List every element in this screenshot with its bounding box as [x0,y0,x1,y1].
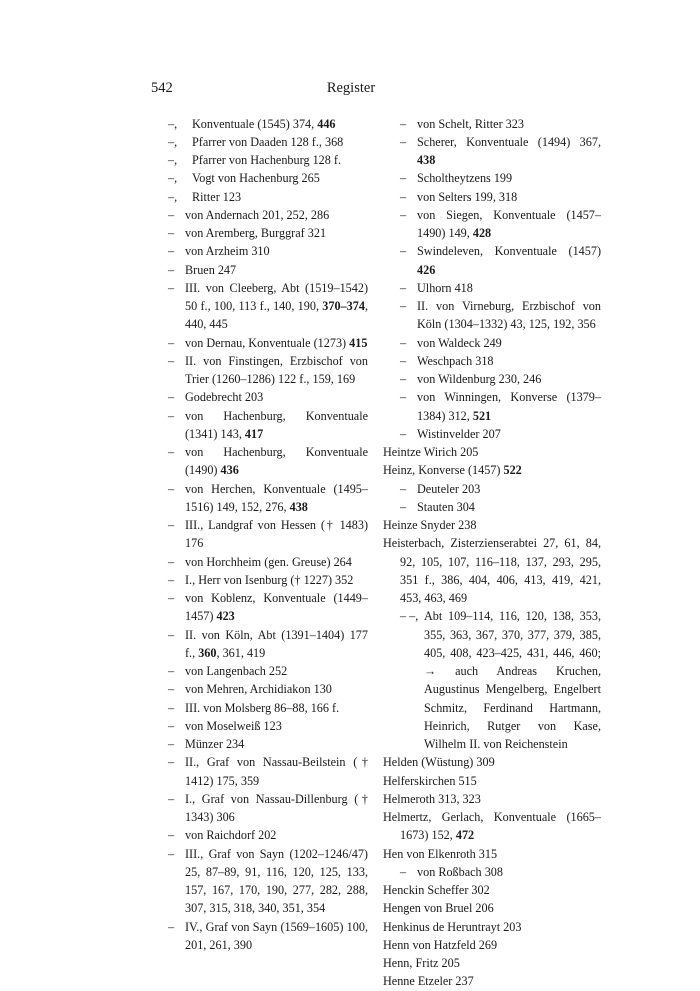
entry-dash: – [168,700,175,715]
index-entry: Helmertz, Gerlach, Konventuale (1665–1673) 152, 472 [383,810,601,843]
index-subentry: – III., Landgraf von Hessen († 1483) 176 [168,518,368,551]
page-number: 542 [151,80,173,96]
index-subentry: – –, Abt 109–114, 116, 120, 138, 353, 355, 363, 367, 370, 377, 379, 385, 405, 408, 423–425, 431, 446, 460; → auch Andreas Kruchen, Augustinus Mengelberg, Engelbert Schmitz, Ferdinand Hartmann, Heinrich, Rutger von Kase, Wilhelm II. von Reichenstein [400,609,601,751]
index-subentry: –, Pfarrer von Hachenburg 128 f. [151,151,368,169]
index-subentry: – von Mehren, Archidiakon 130 [151,680,368,698]
entry-dash: – [168,828,175,843]
entry-dash: – [400,372,407,386]
page-reference-bold: 415 [349,335,368,350]
index-entry: Heintze Wirich 205 [383,445,479,459]
index-subentry: – von Koblenz, Konventuale (1449–1457) 423 [168,591,368,624]
index-subentry: – IV., Graf von Sayn (1569–1605) 100, 201, 261, 390 [168,919,368,952]
entry-dash: – [168,445,175,459]
index-subentry: – Ulhorn 418 [383,279,601,297]
index-subentry: – Deuteler 203 [383,480,601,498]
index-subentry: – Bruen 247 [151,261,368,279]
index-entry: Henckin Scheffer 302 [383,883,490,897]
index-subentry: – von Horchheim (gen. Greuse) 264 [151,553,368,571]
entry-dash: – [168,791,175,806]
entry-dash: – –, [400,609,419,624]
entry-dash: – [168,664,175,678]
index-subentry: – I., Graf von Nassau-Dillenburg († 1343) 306 [168,791,368,824]
index-subentry: – Swindeleven, Konventuale (1457) 426 [400,244,601,277]
entry-dash: – [400,353,407,368]
page-reference-bold: 436 [220,463,239,478]
entry-dash: – [400,244,407,259]
page-reference-bold: 426 [417,262,436,277]
index-entry: Heisterbach, Zisterzienserabtei 27, 61, 84, 92, 105, 107, 116–118, 137, 293, 295, 351 f., 386, 404, 406, 413, 419, 421, 453, 463, 469 [383,536,601,605]
index-subentry: – Weschpach 318 [383,352,601,370]
index-subentry: – von Schelt, Ritter 323 [383,115,601,133]
index-subentry: – von Hachenburg, Konventuale (1490) 436 [168,445,368,478]
page-reference-bold: 438 [417,153,436,167]
index-subentry: – von Dernau, Konventuale (1273) 415 [151,334,368,352]
index-subentry: – von Waldeck 249 [383,334,601,352]
index-subentry: – von Andernach 201, 252, 286 [151,206,368,224]
entry-dash: – [400,280,407,295]
entry-dash: – [168,627,175,642]
page-reference-bold: 446 [317,116,336,131]
index-subentry: – von Herchen, Konventuale (1495–1516) 149, 152, 276, 438 [168,481,368,514]
page-reference-bold: 370–374 [322,299,365,313]
index-subentry: – Scherer, Konventuale (1494) 367, 438 [400,134,601,167]
index-entry: Heinze Snyder 238 [383,518,477,532]
index-subentry: – I., Herr von Isenburg († 1227) 352 [151,571,368,589]
index-subentry: –, Pfarrer von Daaden 128 f., 368 [151,133,368,151]
index-subentry: – II. von Finstingen, Erzbischof von Trier (1260–1286) 122 f., 159, 169 [168,353,368,386]
entry-dash: – [168,755,175,770]
index-subentry: – II. von Virneburg, Erzbischof von Köln (1304–1332) 43, 125, 192, 356 [400,299,601,332]
index-entry: Helferskirchen 515 [383,773,477,788]
index-subentry: – von Langenbach 252 [151,662,368,680]
running-title: Register [326,80,376,96]
entry-dash: – [400,134,407,149]
index-subentry: – von Arzheim 310 [151,242,368,260]
page-reference-bold: 438 [289,499,308,514]
index-entry: Henne Etzeler 237 [383,974,474,989]
index-subentry: – Münzer 234 [151,735,368,753]
index-subentry: – II. von Köln, Abt (1391–1404) 177 f., 360, 361, 419 [168,627,368,660]
page-reference-bold: 360 [198,645,217,660]
entry-dash: – [168,408,175,423]
entry-dash: –, [168,134,178,149]
entry-dash: – [168,554,175,569]
entry-dash: – [168,572,175,587]
page-reference-bold: 423 [216,609,235,624]
index-subentry: – von Raichdorf 202 [151,826,368,844]
page-reference-bold: 472 [455,828,475,843]
index-subentry: –, Ritter 123 [151,188,368,206]
entry-dash: – [400,171,407,186]
entry-dash: – [400,426,407,441]
page-reference-bold: 522 [503,463,522,478]
entry-dash: – [400,481,407,496]
index-entry: Henkinus de Heruntrayt 203 [383,919,522,934]
index-subentry: – von Roßbach 308 [383,863,601,881]
entry-dash: – [400,499,407,514]
entry-dash: – [168,207,175,222]
index-subentry: –, Vogt von Hachenburg 265 [151,169,368,187]
index-entry: Helden (Wüstung) 309 [383,755,495,770]
page-reference-bold: 428 [472,226,492,240]
index-subentry: – Scholtheytzens 199 [383,169,601,187]
index-entry: Heinz, Konverse (1457) 522 [383,463,522,478]
index-subentry: – II., Graf von Nassau-Beilstein († 1412) 175, 359 [168,755,368,788]
entry-dash: – [400,864,407,879]
entry-dash: – [400,390,407,405]
entry-dash: –, [168,189,178,204]
entry-dash: –, [168,171,178,186]
entry-dash: – [400,116,407,131]
entry-dash: –, [168,153,178,167]
index-subentry: – von Hachenburg, Konventuale (1341) 143, 417 [168,408,368,441]
index-entry: Helmeroth 313, 323 [383,791,481,806]
index-entry: Henn von Hatzfeld 269 [383,937,498,952]
index-subentry: – von Siegen, Konventuale (1457–1490) 149, 428 [400,207,601,240]
entry-dash: – [168,280,175,295]
index-subentry: – III. von Cleeberg, Abt (1519–1542) 50 f., 100, 113 f., 140, 190, 370–374, 440, 445 [168,280,368,332]
entry-dash: – [168,390,175,405]
index-entry: Hengen von Bruel 206 [383,901,494,916]
entry-dash: – [168,244,175,259]
index-subentry: – von Aremberg, Burggraf 321 [151,224,368,242]
index-subentry: – von Winningen, Konverse (1379–1384) 312, 521 [400,390,601,423]
entry-dash: – [400,299,407,313]
entry-dash: – [168,682,175,697]
entry-dash: – [168,518,175,532]
entry-dash: – [168,226,175,240]
entry-dash: – [168,353,175,368]
index-subentry: – Godebrecht 203 [151,388,368,406]
index-subentry: – Wistinvelder 207 [383,425,601,443]
index-subentry: – von Wildenburg 230, 246 [383,370,601,388]
index-subentry: – Stauten 304 [383,498,601,516]
entry-dash: – [400,207,407,222]
index-subentry: – von Selters 199, 318 [383,188,601,206]
page-reference-bold: 521 [472,408,492,423]
entry-dash: – [400,335,407,350]
entry-dash: – [168,262,175,277]
entry-dash: – [168,591,175,605]
entry-dash: –, [168,116,178,131]
index-entry: Henn, Fritz 205 [383,956,460,970]
page-reference-bold: 417 [244,426,264,441]
index-subentry: –, Konventuale (1545) 374, 446 [151,115,368,133]
entry-dash: – [168,481,175,496]
page-header [151,80,551,102]
entry-dash: – [168,919,175,934]
entry-dash: – [400,189,407,204]
index-subentry: – von Moselweiß 123 [151,717,368,735]
index-column-left [151,115,368,955]
index-entry: Hen von Elkenroth 315 [383,846,498,861]
entry-dash: – [168,335,175,350]
index-subentry: – III. von Molsberg 86–88, 166 f. [151,699,368,717]
entry-dash: – [168,718,175,733]
index-subentry: – III., Graf von Sayn (1202–1246/47) 25, 87–89, 91, 116, 120, 125, 133, 157, 167, 170, 190, 277, 282, 288, 307, 315, 318, 340, 351, 354 [168,846,368,916]
index-column-right [383,115,601,991]
entry-dash: – [168,846,175,861]
entry-dash: – [168,737,175,751]
